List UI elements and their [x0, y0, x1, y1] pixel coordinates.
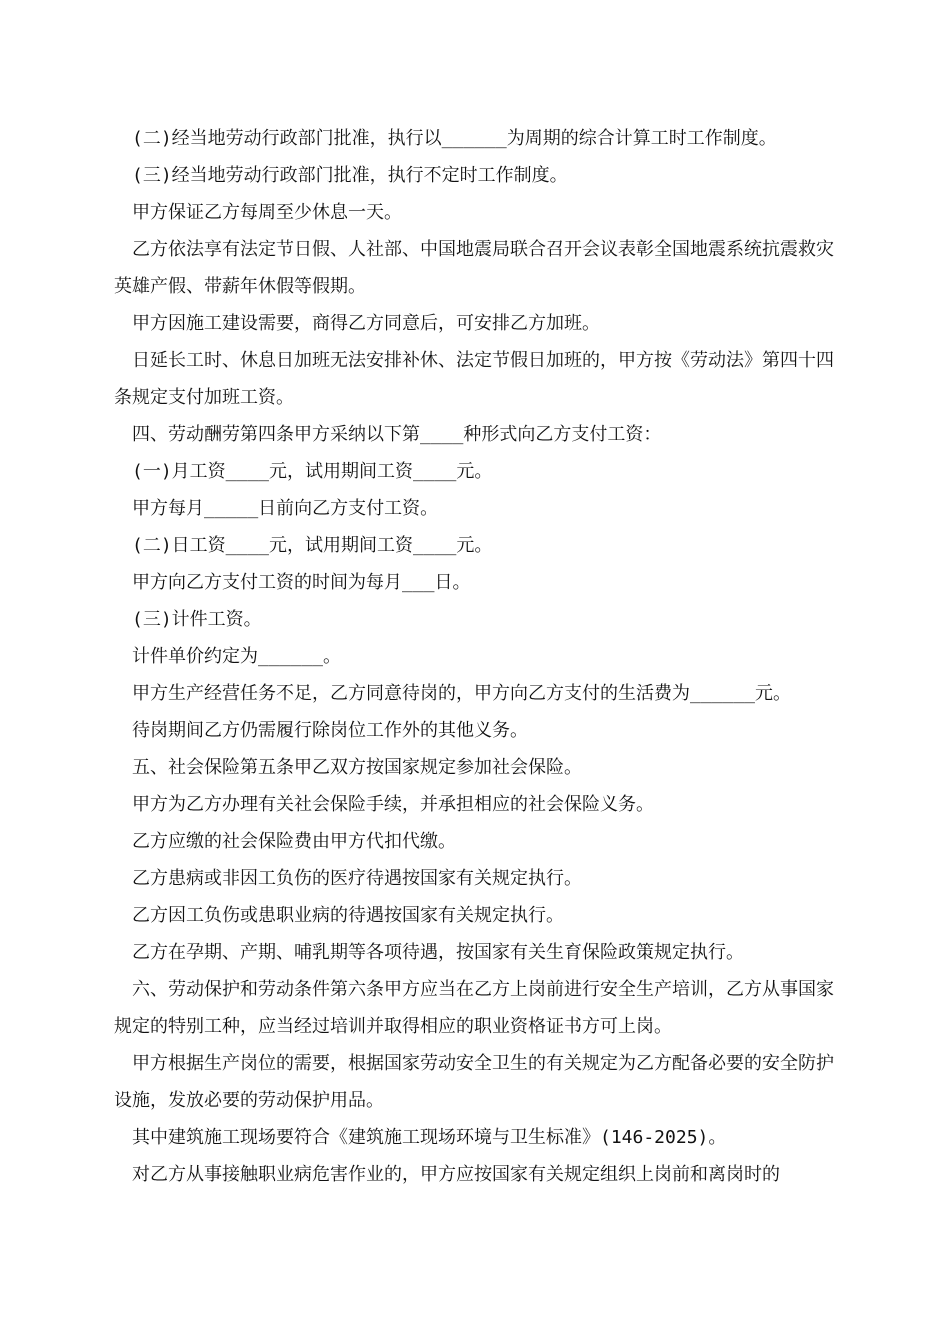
paragraph: 甲方向乙方支付工资的时间为每月___日。 — [132, 572, 471, 593]
paragraph: 乙方依法享有法定节日假、人社部、中国地震局联合召开会议表彰全国地震系统抗震救灾英雄产假、带薪年休假等假期。 — [114, 239, 834, 297]
paragraph: 乙方在孕期、产期、哺乳期等各项待遇，按国家有关生育保险政策规定执行。 — [132, 942, 744, 963]
paragraph: 甲方为乙方办理有关社会保险手续，并承担相应的社会保险义务。 — [132, 794, 654, 815]
paragraph: (三)经当地劳动行政部门批准，执行不定时工作制度。 — [132, 165, 568, 186]
paragraph: 其中建筑施工现场要符合《建筑施工现场环境与卫生标准》(146-2025)。 — [132, 1127, 727, 1148]
paragraph: 乙方患病或非因工负伤的医疗待遇按国家有关规定执行。 — [132, 868, 582, 889]
paragraph: 计件单价约定为______。 — [132, 646, 342, 667]
paragraph: 对乙方从事接触职业病危害作业的，甲方应按国家有关规定组织上岗前和离岗时的 — [132, 1164, 780, 1185]
document-body — [114, 120, 838, 1193]
paragraph: 甲方保证乙方每周至少休息一天。 — [132, 202, 402, 223]
paragraph: (二)日工资____元，试用期间工资____元。 — [132, 535, 493, 556]
paragraph: 乙方因工负伤或患职业病的待遇按国家有关规定执行。 — [132, 905, 564, 926]
paragraph: 甲方生产经营任务不足，乙方同意待岗的，甲方向乙方支付的生活费为______元。 — [132, 683, 792, 704]
paragraph: 甲方根据生产岗位的需要，根据国家劳动安全卫生的有关规定为乙方配备必要的安全防护设施，发放必要的劳动保护用品。 — [114, 1053, 834, 1111]
paragraph: 甲方因施工建设需要，商得乙方同意后，可安排乙方加班。 — [132, 313, 600, 334]
paragraph: 日延长工时、休息日加班无法安排补休、法定节假日加班的，甲方按《劳动法》第四十四条规定支付加班工资。 — [114, 350, 834, 408]
paragraph: (三)计件工资。 — [132, 609, 262, 630]
section-heading-labor-protection: 六、劳动保护和劳动条件第六条甲方应当在乙方上岗前进行安全生产培训，乙方从事国家规定的特别工种，应当经过培训并取得相应的职业资格证书方可上岗。 — [114, 979, 834, 1037]
paragraph: (二)经当地劳动行政部门批准，执行以______为周期的综合计算工时工作制度。 — [132, 128, 777, 149]
paragraph: 待岗期间乙方仍需履行除岗位工作外的其他义务。 — [132, 720, 528, 741]
paragraph: 甲方每月_____日前向乙方支付工资。 — [132, 498, 439, 519]
paragraph: (一)月工资____元，试用期间工资____元。 — [132, 461, 493, 482]
section-heading-wages: 四、劳动酬劳第四条甲方采纳以下第____种形式向乙方支付工资： — [132, 424, 662, 445]
section-heading-social-insurance: 五、社会保险第五条甲乙双方按国家规定参加社会保险。 — [132, 757, 582, 778]
paragraph: 乙方应缴的社会保险费由甲方代扣代缴。 — [132, 831, 456, 852]
